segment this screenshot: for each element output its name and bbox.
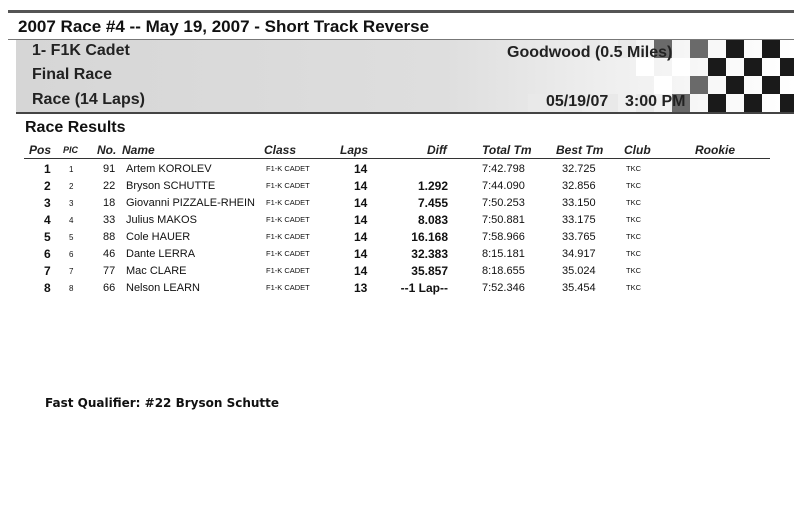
race-date: 05/19/07: [546, 93, 609, 110]
row-pos: 7: [44, 264, 51, 278]
row-driver-name: Giovanni PIZZALE-RHEIN: [126, 197, 255, 209]
row-diff: 7.455: [417, 196, 448, 210]
row-total-time: 8:18.655: [482, 265, 525, 277]
row-number: 91: [103, 163, 116, 175]
row-total-time: 7:44.090: [482, 180, 525, 192]
row-pos: 1: [44, 162, 51, 176]
row-diff: --1 Lap--: [400, 281, 448, 295]
col-diff: Diff: [427, 143, 447, 157]
row-club: TKC: [626, 164, 641, 173]
row-best-time: 33.765: [562, 231, 596, 243]
row-laps: 14: [354, 247, 368, 261]
row-club: TKC: [626, 198, 641, 207]
checker-square: [708, 58, 726, 76]
row-pic: 7: [69, 267, 74, 276]
row-class: F1-K CADET: [266, 198, 310, 207]
row-laps: 14: [354, 179, 368, 193]
col-rookie: Rookie: [695, 143, 736, 157]
row-total-time: 7:58.966: [482, 231, 525, 243]
checker-square: [762, 40, 780, 58]
row-pic: 4: [69, 216, 74, 225]
row-total-time: 7:50.253: [482, 197, 525, 209]
row-best-time: 32.725: [562, 163, 596, 175]
checker-square: [528, 94, 546, 112]
title-bar: [8, 10, 794, 40]
row-total-time: 7:42.798: [482, 163, 525, 175]
section-title: Race Results: [25, 119, 126, 136]
fast-qualifier: Fast Qualifier: #22 Bryson Schutte: [45, 396, 280, 410]
checker-square: [780, 58, 794, 76]
checker-square: [690, 40, 708, 58]
row-club: TKC: [626, 283, 641, 292]
row-pos: 2: [44, 179, 51, 193]
row-class: F1-K CADET: [266, 215, 310, 224]
checker-square: [726, 40, 744, 58]
checker-square: [780, 94, 794, 112]
checker-square: [762, 76, 780, 94]
row-number: 33: [103, 214, 116, 226]
row-number: 18: [103, 197, 116, 209]
row-best-time: 35.454: [562, 282, 596, 294]
row-pos: 3: [44, 196, 51, 210]
row-laps: 14: [354, 230, 368, 244]
col-pic: PIC: [63, 145, 79, 155]
row-diff: 32.383: [411, 247, 448, 261]
race-type: Final Race: [32, 66, 113, 83]
row-best-time: 33.175: [562, 214, 596, 226]
checker-square: [654, 76, 672, 94]
row-number: 66: [103, 282, 116, 294]
row-club: TKC: [626, 232, 641, 241]
race-time: 3:00 PM: [625, 93, 686, 110]
row-diff: 8.083: [417, 213, 448, 227]
header-divider: [24, 158, 770, 159]
row-laps: 13: [354, 281, 368, 295]
row-class: F1-K CADET: [266, 266, 310, 275]
row-laps: 14: [354, 213, 368, 227]
col-no: No.: [97, 143, 117, 157]
checker-square: [708, 94, 726, 112]
row-diff: 1.292: [417, 179, 448, 193]
row-driver-name: Artem KOROLEV: [126, 163, 212, 175]
row-laps: 14: [354, 196, 368, 210]
row-driver-name: Mac CLARE: [126, 265, 187, 277]
row-club: TKC: [626, 215, 641, 224]
checker-square: [672, 58, 690, 76]
row-driver-name: Cole HAUER: [126, 231, 191, 243]
row-pos: 8: [44, 281, 51, 295]
row-pic: 2: [69, 182, 74, 191]
row-diff: 35.857: [411, 264, 448, 278]
race-class: 1- F1K Cadet: [32, 42, 130, 59]
row-best-time: 34.917: [562, 248, 596, 260]
row-pic: 8: [69, 284, 74, 293]
checker-square: [744, 58, 762, 76]
row-driver-name: Dante LERRA: [126, 248, 196, 260]
row-pic: 1: [69, 165, 74, 174]
race-laps: Race (14 Laps): [32, 91, 145, 108]
checker-square: [726, 76, 744, 94]
row-laps: 14: [354, 162, 368, 176]
row-club: TKC: [626, 249, 641, 258]
race-banner: [16, 40, 794, 114]
row-total-time: 7:52.346: [482, 282, 525, 294]
row-best-time: 35.024: [562, 265, 596, 277]
col-club: Club: [624, 143, 651, 157]
row-driver-name: Julius MAKOS: [126, 214, 197, 226]
row-class: F1-K CADET: [266, 283, 310, 292]
row-pos: 6: [44, 247, 51, 261]
row-club: TKC: [626, 181, 641, 190]
track-name: Goodwood (0.5 Miles): [507, 44, 673, 61]
row-driver-name: Nelson LEARN: [126, 282, 200, 294]
row-class: F1-K CADET: [266, 232, 310, 241]
row-diff: 16.168: [411, 230, 448, 244]
checker-square: [744, 94, 762, 112]
col-pos: Pos: [29, 143, 52, 157]
row-class: F1-K CADET: [266, 181, 310, 190]
row-total-time: 7:50.881: [482, 214, 525, 226]
row-pic: 6: [69, 250, 74, 259]
row-number: 77: [103, 265, 116, 277]
row-class: F1-K CADET: [266, 249, 310, 258]
row-club: TKC: [626, 266, 641, 275]
page-title: 2007 Race #4 -- May 19, 2007 - Short Track Reverse: [18, 17, 430, 36]
checker-square: [690, 76, 708, 94]
row-class: F1-K CADET: [266, 164, 310, 173]
row-number: 46: [103, 248, 116, 260]
col-class: Class: [264, 143, 297, 157]
row-driver-name: Bryson SCHUTTE: [126, 180, 216, 192]
col-name: Name: [122, 143, 155, 157]
col-laps: Laps: [340, 143, 369, 157]
row-pic: 5: [69, 233, 74, 242]
col-best-time: Best Tm: [556, 143, 604, 157]
row-pic: 3: [69, 199, 74, 208]
row-best-time: 32.856: [562, 180, 596, 192]
row-laps: 14: [354, 264, 368, 278]
row-number: 88: [103, 231, 116, 243]
row-number: 22: [103, 180, 116, 192]
col-total-time: Total Tm: [482, 143, 532, 157]
row-total-time: 8:15.181: [482, 248, 525, 260]
row-pos: 4: [44, 213, 51, 227]
row-best-time: 33.150: [562, 197, 596, 209]
row-pos: 5: [44, 230, 51, 244]
